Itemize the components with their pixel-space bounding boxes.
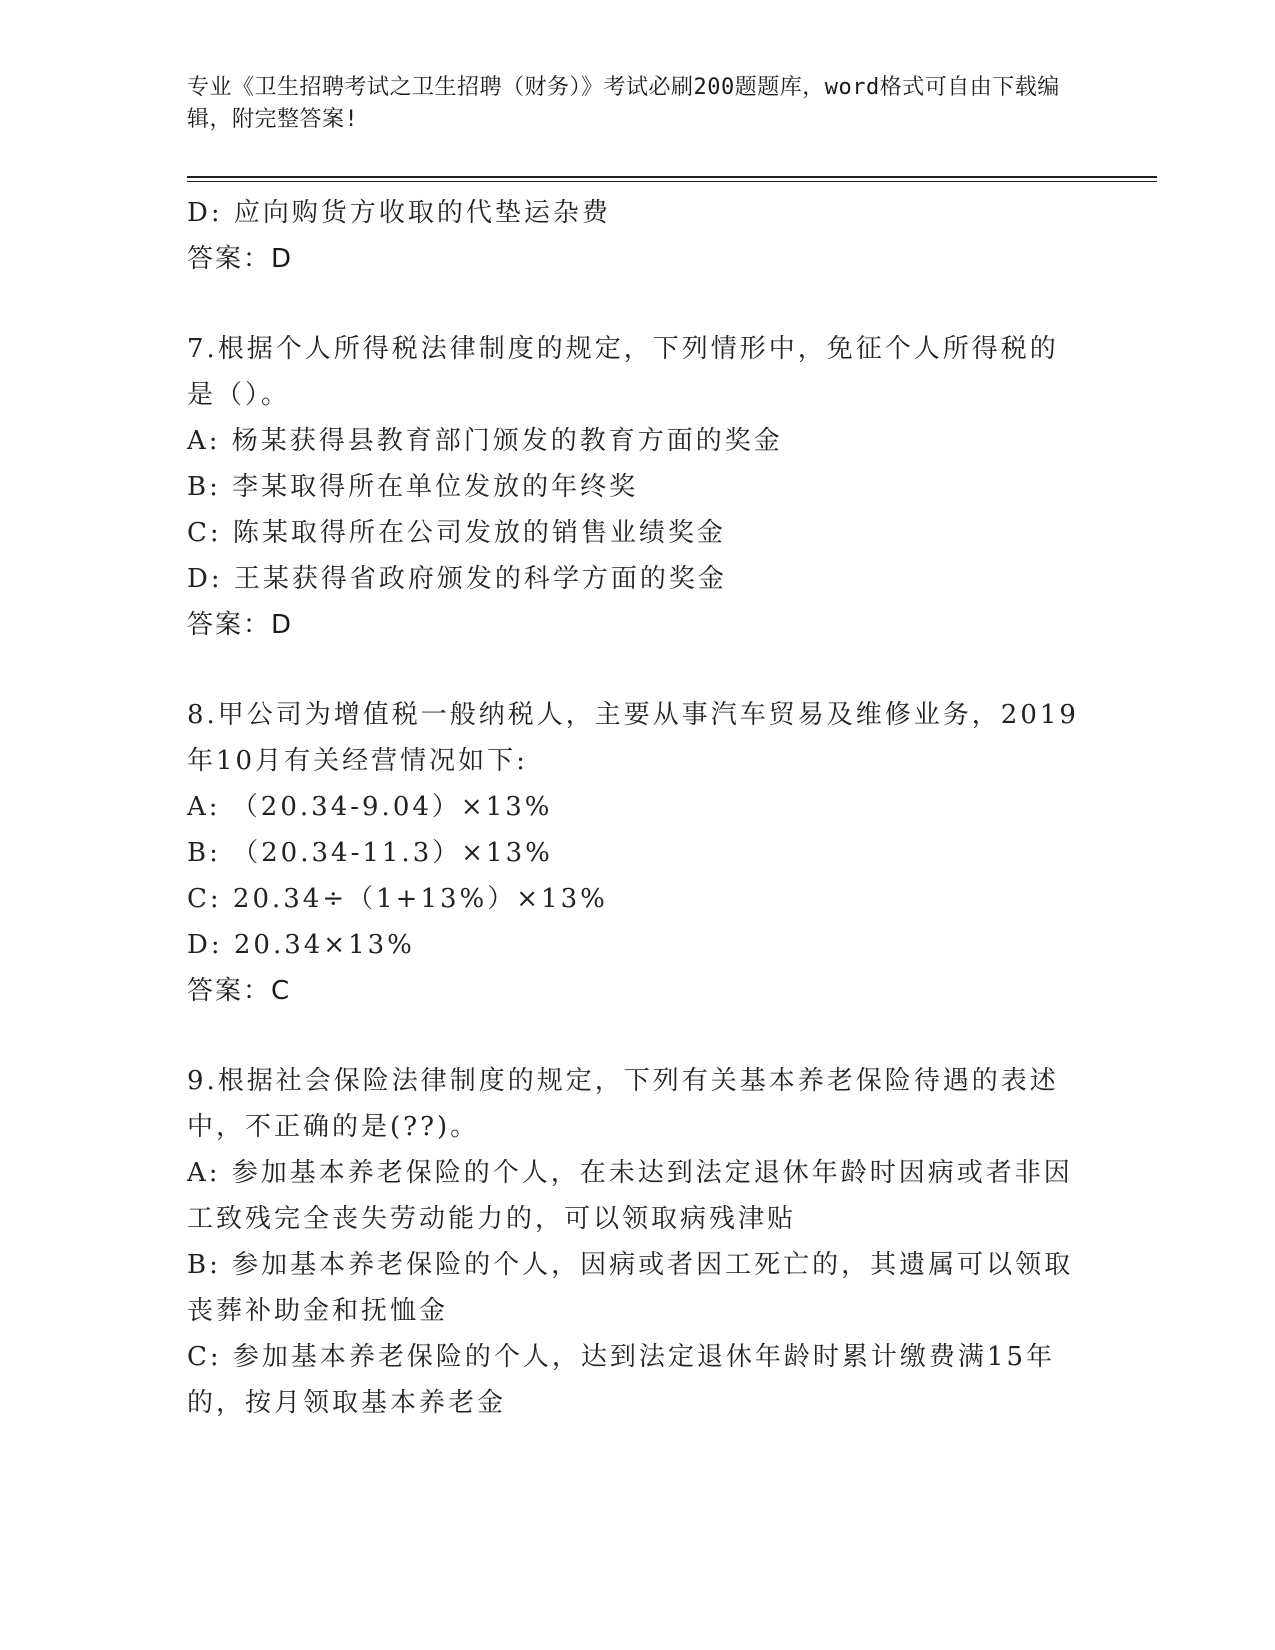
spacer	[187, 282, 1087, 326]
option-d-carryover: D: 应向购货方收取的代垫运杂费	[187, 198, 611, 228]
question-stem: 9.根据社会保险法律制度的规定，下列有关基本养老保险待遇的表述中，不正确的是(??)。	[187, 1066, 1059, 1142]
header-divider-thick	[187, 176, 1157, 178]
document-body	[187, 190, 1087, 1426]
question-8	[187, 692, 1087, 1014]
option-a: A: 参加基本养老保险的个人，在未达到法定退休年龄时因病或者非因工致残完全丧失劳动能力的，可以领取病残津贴	[187, 1158, 1073, 1234]
document-header: 专业《卫生招聘考试之卫生招聘（财务）》考试必刷200题题库，word格式可自由下载编辑，附完整答案!	[187, 75, 1060, 132]
option-c: C: 参加基本养老保险的个人，达到法定退休年龄时累计缴费满15年的，按月领取基本养老金	[187, 1342, 1056, 1418]
header-divider-thin	[187, 181, 1157, 182]
question-stem: 8.甲公司为增值税一般纳税人，主要从事汽车贸易及维修业务，2019年10月有关经营情况如下:	[187, 700, 1079, 776]
answer: 答案：D	[187, 610, 294, 640]
question-7	[187, 326, 1087, 648]
question-stem: 7.根据个人所得税法律制度的规定，下列情形中，免征个人所得税的是（）。	[187, 334, 1059, 410]
answer-carryover: 答案：D	[187, 244, 294, 274]
option-d: D: 20.34×13%	[187, 930, 415, 960]
spacer	[187, 648, 1087, 692]
option-a: A: （20.34-9.04）×13%	[187, 792, 553, 822]
option-b: B: 参加基本养老保险的个人，因病或者因工死亡的，其遗属可以领取丧葬补助金和抚恤金	[187, 1250, 1074, 1326]
spacer	[187, 1014, 1087, 1058]
option-a: A: 杨某获得县教育部门颁发的教育方面的奖金	[187, 426, 783, 456]
option-d: D: 王某获得省政府颁发的科学方面的奖金	[187, 564, 727, 594]
option-c: C: 20.34÷（1+13%）×13%	[187, 884, 608, 914]
question-9	[187, 1058, 1087, 1426]
answer: 答案：C	[187, 976, 292, 1006]
option-c: C: 陈某取得所在公司发放的销售业绩奖金	[187, 518, 726, 548]
option-b: B: 李某取得所在单位发放的年终奖	[187, 472, 639, 502]
option-b: B: （20.34-11.3）×13%	[187, 838, 553, 868]
